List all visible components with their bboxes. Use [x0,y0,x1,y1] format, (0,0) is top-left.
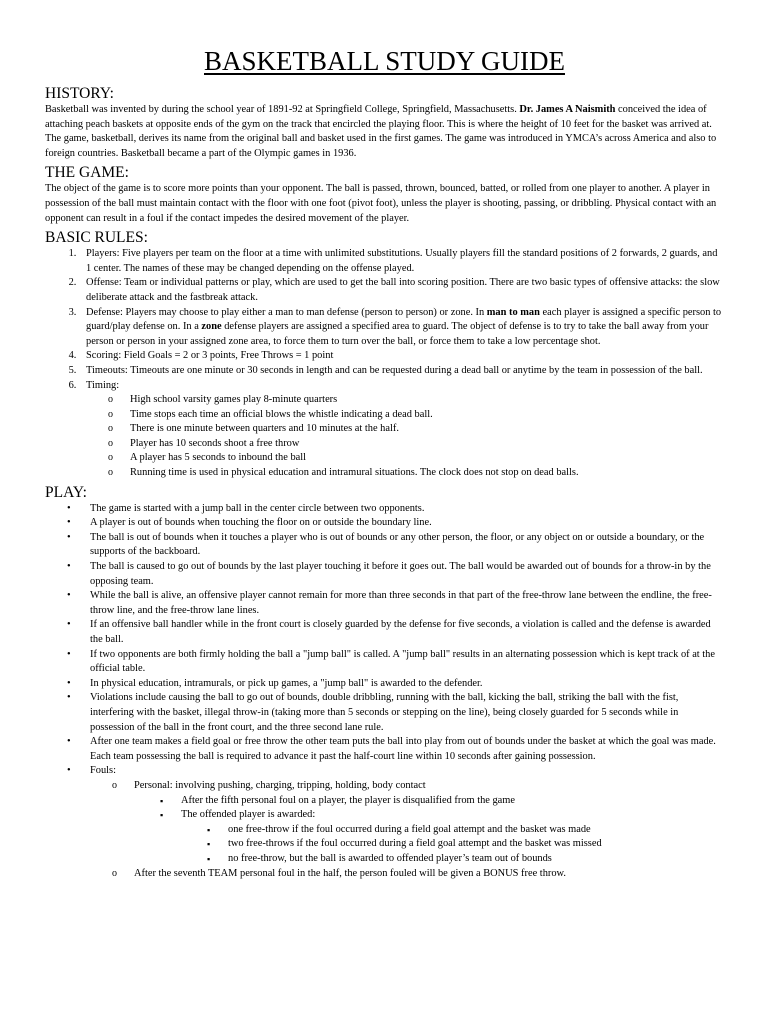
play-item: • The ball is out of bounds when it touches a player who is out of bounds or any other person, the floor, or any object on or outside a boundary, or the supports of the backboard. [90,531,724,560]
rules-heading: BASIC RULES: [45,229,148,247]
rule-players: 1. Players: Five players per team on the floor at a time with unlimited substitutions. Usually players fill the standard positions of 2 forwards, 2 guards, and 1 center. The names of these may be changed depending on the offense played. [79,247,724,276]
play-item: • If an offensive ball handler while in the front court is closely guarded by the defense for five seconds, a violation is called and the defense is awarded the ball. [90,618,724,647]
timing-item: o Player has 10 seconds shoot a free throw [130,437,724,452]
inventor-name: Dr. James A Naismith [519,104,616,115]
foul-personal-text: Personal: involving pushing, charging, tripping, holding, body contact [134,779,426,791]
timing-item: o High school varsity games play 8-minute quarters [130,393,724,408]
history-text-start: Basketball was invented by during the school year of 1891-92 at Springfield College, Springfield, Massachusetts. [45,104,520,115]
rule-offense: 2. Offense: Team or individual patterns or play, which are used to get the ball into scoring position. There are two basic types of offensive attacks: the slow deliberate attack and the fastbreak attack. [79,276,724,305]
play-item: • While the ball is alive, an offensive player cannot remain for more than three seconds in that part of the free-throw lane between the endline, the free-throw line, and the free-throw lane lines. [90,589,724,618]
award-item: ▪ two free-throws if the foul occurred during a field goal attempt and the basket was missed [228,837,724,852]
rule-defense-c: each player is assigned a specific person to guard/play defense on. In a [86,306,722,333]
rule-defense-e: defense players are assigned a specified area to guard. The object of defense is to try to take the ball away from your person or person in your assigned zone area, to force them to turn over the ball, or force them to take a low percentage shot. [86,321,709,347]
play-item: • If two opponents are both firmly holding the ball a "jump ball" is called. A "jump ball" results in an alternating possession which is kept track of at the official table. [90,648,724,677]
play-item: • After one team makes a field goal or free throw the other team puts the ball into play from out of bounds under the basket at which the goal was made. Each team possessing the ball is required to advance it past the half-court line within 10 seconds after gaining possession. [90,735,724,764]
play-item: • In physical education, intramurals, or pick up games, a "jump ball" is awarded to the defender. [90,677,724,692]
game-heading: THE GAME: [45,164,129,182]
play-item-fouls [90,764,724,881]
game-paragraph: The object of the game is to score more points than your opponent. The ball is passed, thrown, bounced, batted, or rolled from one player to another. A player in possession of the ball must maintain contact with the floor with one foot (pivot foot), unless the player is shooting, passing, or dribbling. Physical contact with an opponent can result in a foul if the contact impedes the desired movement of the player. [45,183,717,224]
timing-list [86,393,724,481]
fouls-label: Fouls: [90,765,116,777]
rule-defense-man: man to man [486,306,540,318]
fifth-foul-rule: ▪ After the fifth personal foul on a player, the player is disqualified from the game [181,794,724,809]
fouls-list [90,779,724,881]
rule-defense [79,306,724,350]
timing-item: o Time stops each time an official blows the whistle indicating a dead ball. [130,408,724,423]
award-list [181,823,724,867]
rule-defense-zone: zone [201,321,222,333]
history-paragraph [45,103,724,161]
page-title: BASKETBALL STUDY GUIDE [204,46,565,76]
history-heading: HISTORY: [45,85,114,102]
history-text-end: conceived the idea of attaching peach baskets at opposite ends of the gym on the track that encircled the playing floor. This is where the height of 10 feet for the basket was arrived at. The game, basketball, derives its name from the original ball and basket used in the first games. The game was introduced in YMCA’s across America and also to foreign countries. Basketball became a part of the Olympic games in 1936. [45,104,717,159]
rules-list [45,247,724,481]
play-item: • The ball is caused to go out of bounds by the last player touching it before it goes out. The ball would be awarded out of bounds for a throw-in by the opposing team. [90,560,724,589]
rule-timeouts: 5. Timeouts: Timeouts are one minute or 30 seconds in length and can be requested during a dead ball or anytime by the team in possession of the ball. [79,364,724,379]
offended-player-rule [181,808,724,866]
play-item: • Violations include causing the ball to go out of bounds, double dribbling, running with the ball, kicking the ball, striking the ball with the fist, interfering with the basket, illegal throw-in (taking more than 5 seconds or stepping on the line), being closely guarded for 5 seconds while in possession of the ball in the front court, and the three second lane rule. [90,691,724,735]
personal-foul-list [134,794,724,867]
rule-scoring: 4. Scoring: Field Goals = 2 or 3 points, Free Throws = 1 point [79,349,724,364]
award-item: ▪ one free-throw if the foul occurred during a field goal attempt and the basket was made [228,823,724,838]
rule-defense-a: Defense: Players may choose to play either a man to man defense (person to person) or zone. In [86,306,487,318]
play-item: • A player is out of bounds when touching the floor on or outside the boundary line. [90,516,724,531]
offended-player-text: The offended player is awarded: [181,809,316,821]
timing-item: o Running time is used in physical education and intramural situations. The clock does not stop on dead balls. [130,466,724,481]
timing-item: o There is one minute between quarters and 10 minutes at the half. [130,422,724,437]
foul-team-bonus: o After the seventh TEAM personal foul in the half, the person fouled will be given a BONUS free throw. [134,867,724,882]
play-list [45,502,724,881]
play-heading: PLAY: [45,483,87,501]
award-item: ▪ no free-throw, but the ball is awarded to offended player’s team out of bounds [228,852,724,867]
rule-timing [79,379,724,481]
foul-personal [134,779,724,867]
play-item: • The game is started with a jump ball in the center circle between two opponents. [90,502,724,517]
timing-item: o A player has 5 seconds to inbound the ball [130,451,724,466]
rule-timing-label: Timing: [86,379,120,391]
